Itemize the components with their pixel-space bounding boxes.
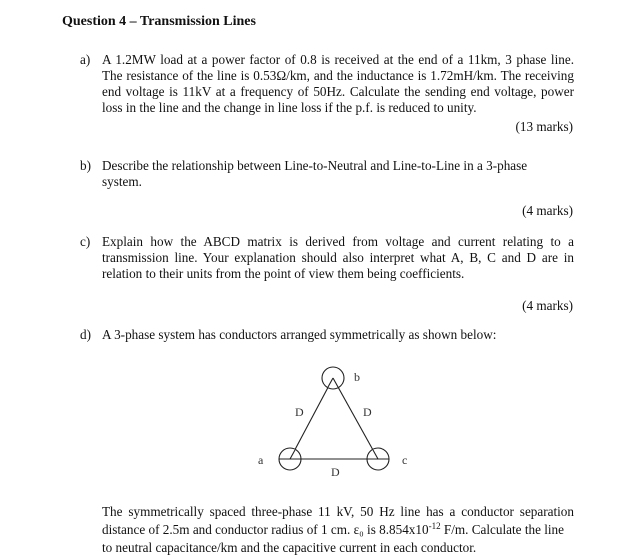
- part-d-intro: A 3-phase system has conductors arranged symmetrically as shown below:: [102, 327, 497, 342]
- part-d-body-line: [102, 521, 574, 539]
- part-c-line: relation to their units from the point of view them being coefficients.: [102, 266, 465, 281]
- part-c-marks: (4 marks): [522, 298, 573, 313]
- spacing-label-right: D: [363, 405, 372, 419]
- part-d-body-text: F/m. Calculate the line: [440, 522, 564, 537]
- conductor-c-label: c: [402, 453, 408, 467]
- part-d-body-line: to neutral capacitance/km and the capacitive current in each conductor.: [102, 540, 477, 555]
- part-d-body-text: distance of 2.5m and conductor radius of 1 cm. ε₀ is 8.854x10: [102, 522, 429, 537]
- spacing-label-left: D: [295, 405, 304, 419]
- part-a-line: The resistance of the line is 0.53Ω/km, and the inductance is 1.72mH/km. The receiving: [102, 68, 574, 83]
- part-b-text: [102, 158, 574, 190]
- spacing-label-bottom: D: [331, 465, 340, 479]
- conductor-a-label: a: [258, 453, 264, 467]
- part-c-text: [102, 234, 574, 282]
- exponent: -12: [428, 521, 441, 531]
- part-b-line: Describe the relationship between Line-to-Neutral and Line-to-Line in a 3-phase: [102, 158, 528, 173]
- part-a-text: [102, 52, 574, 116]
- part-c-line: transmission line. Your explanation should also interpret what A, B, C and D are in: [102, 250, 574, 265]
- conductor-arrangement-diagram: [230, 352, 430, 482]
- part-c-line: Explain how the ABCD matrix is derived from voltage and current relating to a: [102, 234, 574, 249]
- part-d-body-line: The symmetrically spaced three-phase 11 kV, 50 Hz line has a conductor separation: [102, 504, 574, 519]
- question-title: Question 4 – Transmission Lines: [62, 14, 256, 29]
- part-d-label: d): [80, 327, 91, 342]
- part-c-label: c): [80, 234, 91, 249]
- part-a-line: A 1.2MW load at a power factor of 0.8 is received at the end of a 11km, 3 phase line.: [102, 52, 574, 67]
- part-b-marks: (4 marks): [522, 203, 573, 218]
- part-d-body: [102, 503, 574, 557]
- part-b-line: system.: [102, 174, 142, 189]
- part-b-label: b): [80, 158, 91, 173]
- part-a-marks: (13 marks): [515, 119, 573, 134]
- conductor-b-label: b: [354, 370, 360, 384]
- part-a-line: end voltage is 11kV at a frequency of 50Hz. Calculate the sending end voltage, power: [102, 84, 574, 99]
- part-a-label: a): [80, 52, 91, 67]
- part-a-line: loss in the line and the change in line loss if the p.f. is reduced to unity.: [102, 100, 477, 115]
